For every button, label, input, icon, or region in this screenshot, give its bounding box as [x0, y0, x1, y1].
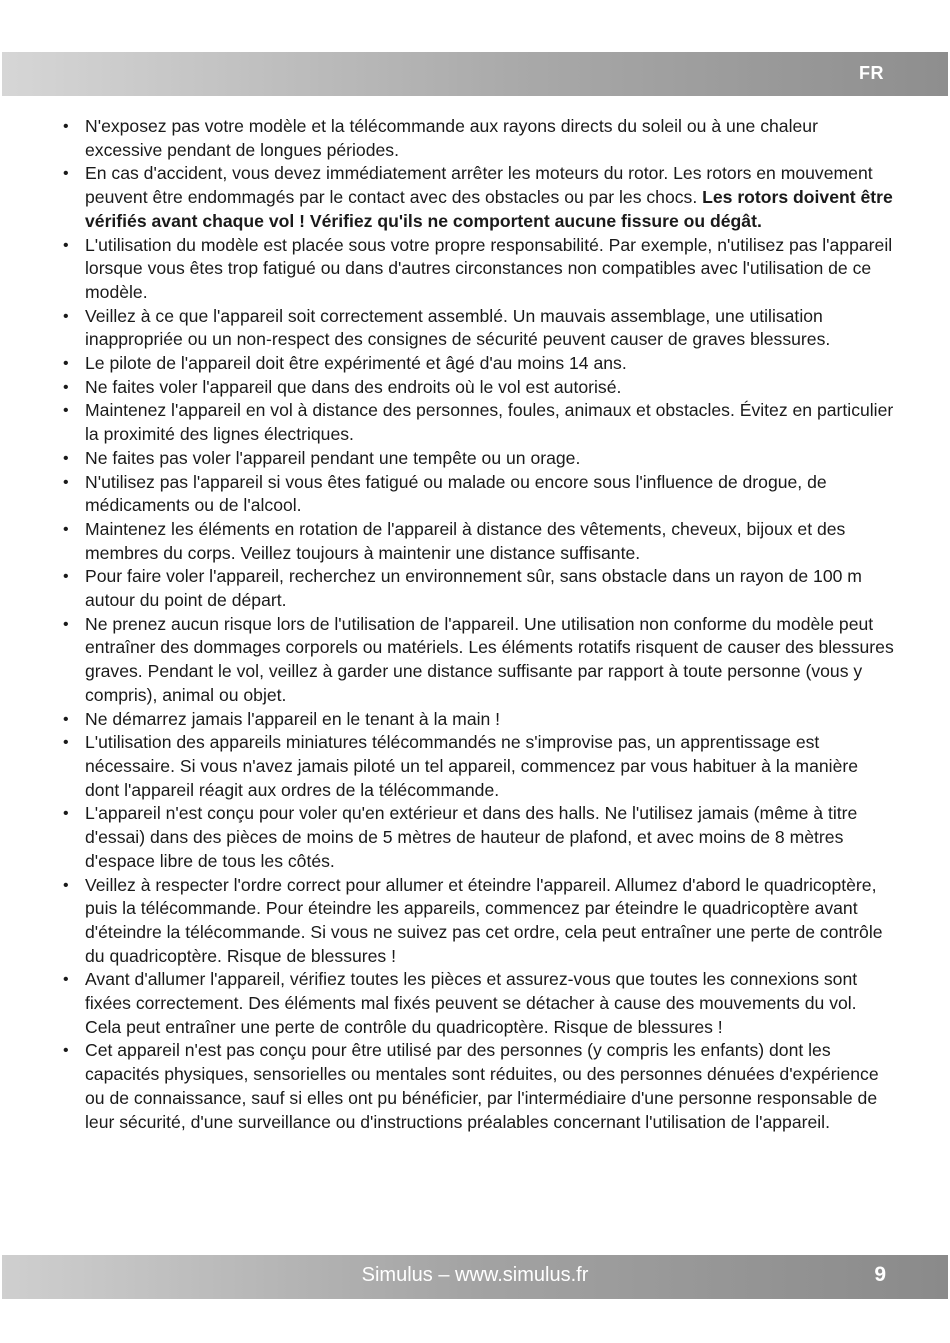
list-item: [62, 968, 894, 1039]
list-item: [62, 565, 894, 612]
list-item: [62, 115, 894, 162]
bullet-dot-icon: •: [63, 355, 69, 373]
list-item-text: L'utilisation du modèle est placée sous votre propre responsabilité. Par exemple, n'utilisez pas l'appareil lorsque vous êtes trop fatigué ou dans d'autres circonstances non compatibles avec l'utilisation de ce modèle.: [85, 234, 893, 302]
bullet-dot-icon: •: [63, 710, 69, 728]
bullet-dot-icon: •: [63, 402, 69, 420]
list-item: [62, 399, 894, 446]
list-item: [62, 802, 894, 873]
list-item-text: N'utilisez pas l'appareil si vous êtes fatigué ou malade ou encore sous l'influence de drogue, de médicaments ou de l'alcool.: [85, 471, 827, 516]
bullet-dot-icon: •: [63, 118, 69, 135]
list-item-text: Ne prenez aucun risque lors de l'utilisation de l'appareil. Une utilisation non conforme du modèle peut entraîner des dommages corporels ou matériels. Les éléments rotatifs risquent de causer des blessures graves. Pendant le vol, veillez à garder une distance suffisante par rapport à toute personne (vous y compris), animal ou objet.: [85, 613, 894, 705]
list-item-text: Ne faites pas voler l'appareil pendant une tempête ou un orage.: [85, 447, 581, 468]
list-item-text: Le pilote de l'appareil doit être expérimenté et âgé d'au moins 14 ans.: [85, 353, 627, 374]
bullet-dot-icon: •: [63, 520, 69, 538]
list-item-text: Ne faites voler l'appareil que dans des endroits où le vol est autorisé.: [85, 376, 622, 397]
list-item-text: L'appareil n'est conçu pour voler qu'en extérieur et dans des halls. Ne l'utilisez jamais (même à titre d'essai) dans des pièces de moins de 5 mètres de hauteur de plafond, et avec moins de 8 mètres d'espace libre de tous les côtés.: [85, 803, 858, 871]
list-item-bold-text: Les rotors doivent être vérifiés avant chaque vol ! Vérifiez qu'ils ne comportent aucune fissure ou dégât.: [85, 187, 893, 231]
list-item-text: Cet appareil n'est pas conçu pour être utilisé par des personnes (y compris les enfants) dont les capacités physiques, sensorielles ou mentales sont réduites, ou des personnes dénuées d'expérience ou de connaissance, sauf si elles ont pu bénéficier, par l'intermédiaire d'une personne responsable de leur sécurité, d'une surveillance ou d'instructions préalables concernant l'utilisation de l'appareil.: [85, 1040, 879, 1132]
list-item: [62, 162, 894, 233]
list-item: [62, 613, 894, 708]
bullet-dot-icon: •: [63, 615, 69, 633]
list-item-text: Maintenez les éléments en rotation de l'appareil à distance des vêtements, cheveux, bijoux et des membres du corps. Veillez toujours à maintenir une distance suffisante.: [85, 518, 846, 563]
list-item: [62, 352, 894, 376]
bullet-dot-icon: •: [63, 1042, 69, 1060]
language-label: FR: [859, 63, 884, 83]
list-item-text: Pour faire voler l'appareil, recherchez un environnement sûr, sans obstacle dans un rayon de 100 m autour du point de départ.: [85, 566, 862, 611]
list-item-text: L'utilisation des appareils miniatures télécommandés ne s'improvise pas, un apprentissage est nécessaire. Si vous n'avez jamais piloté un tel appareil, commencez par vous habituer à la manière dont l'appareil réagit aux ordres de la télécommande.: [85, 732, 858, 800]
list-item: [62, 447, 894, 471]
list-item: [62, 1039, 894, 1134]
bullet-dot-icon: •: [63, 971, 69, 989]
list-item-text: N'exposez pas votre modèle et la télécommande aux rayons directs du soleil ou à une chaleur excessive pendant de longues périodes.: [85, 116, 818, 160]
list-item: [62, 518, 894, 565]
list-item-text: Avant d'allumer l'appareil, vérifiez toutes les pièces et assurez-vous que toutes les connexions sont fixées correctement. Des éléments mal fixés peuvent se détacher à cause des mouvements du vol. Cela peut entraîner une perte de contrôle du quadricoptère. Risque de blessures !: [85, 969, 858, 1037]
list-item: [62, 708, 894, 732]
list-item-text: Veillez à ce que l'appareil soit correctement assemblé. Un mauvais assemblage, une utilisation inappropriée ou un non-respect des consignes de sécurité peuvent causer de graves blessures.: [85, 305, 831, 350]
bullet-dot-icon: •: [63, 165, 69, 183]
list-item-text: Ne démarrez jamais l'appareil en le tenant à la main !: [85, 708, 501, 729]
header-bar: [2, 52, 948, 96]
bullet-dot-icon: •: [63, 236, 69, 254]
bullet-dot-icon: •: [63, 734, 69, 752]
footer-bar: [2, 1255, 948, 1299]
bullet-dot-icon: •: [63, 473, 69, 491]
list-item-text: Veillez à respecter l'ordre correct pour allumer et éteindre l'appareil. Allumez d'abord le quadricoptère, puis la télécommande. Pour éteindre les appareils, commencez par éteindre le quadricoptère avant d'éteindre la télécommande. Si vous ne suivez pas cet ordre, cela peut entraîner une perte de contrôle du quadricoptère. Risque de blessures !: [85, 874, 883, 966]
bullet-dot-icon: •: [63, 449, 69, 467]
list-item: [62, 376, 894, 400]
list-item-text: En cas d'accident, vous devez immédiatement arrêter les moteurs du rotor. Les rotors en mouvement peuvent être endommagés par le contact avec des obstacles ou par les chocs.: [85, 163, 873, 208]
page-number: 9: [874, 1263, 886, 1286]
bullet-dot-icon: •: [63, 568, 69, 586]
list-item: [62, 874, 894, 969]
list-item: [62, 234, 894, 305]
bullet-dot-icon: •: [63, 805, 69, 823]
list-item: [62, 305, 894, 352]
list-item: [62, 731, 894, 802]
bullet-dot-icon: •: [63, 876, 69, 894]
footer-website: Simulus – www.simulus.fr: [361, 1264, 589, 1286]
list-item: [62, 471, 894, 518]
bullet-list: [62, 115, 894, 1134]
bullet-dot-icon: •: [63, 378, 69, 396]
safety-instructions: [62, 115, 894, 1134]
list-item-text: Maintenez l'appareil en vol à distance des personnes, foules, animaux et obstacles. Évitez en particulier la proximité des lignes électriques.: [85, 400, 894, 445]
bullet-dot-icon: •: [63, 307, 69, 325]
